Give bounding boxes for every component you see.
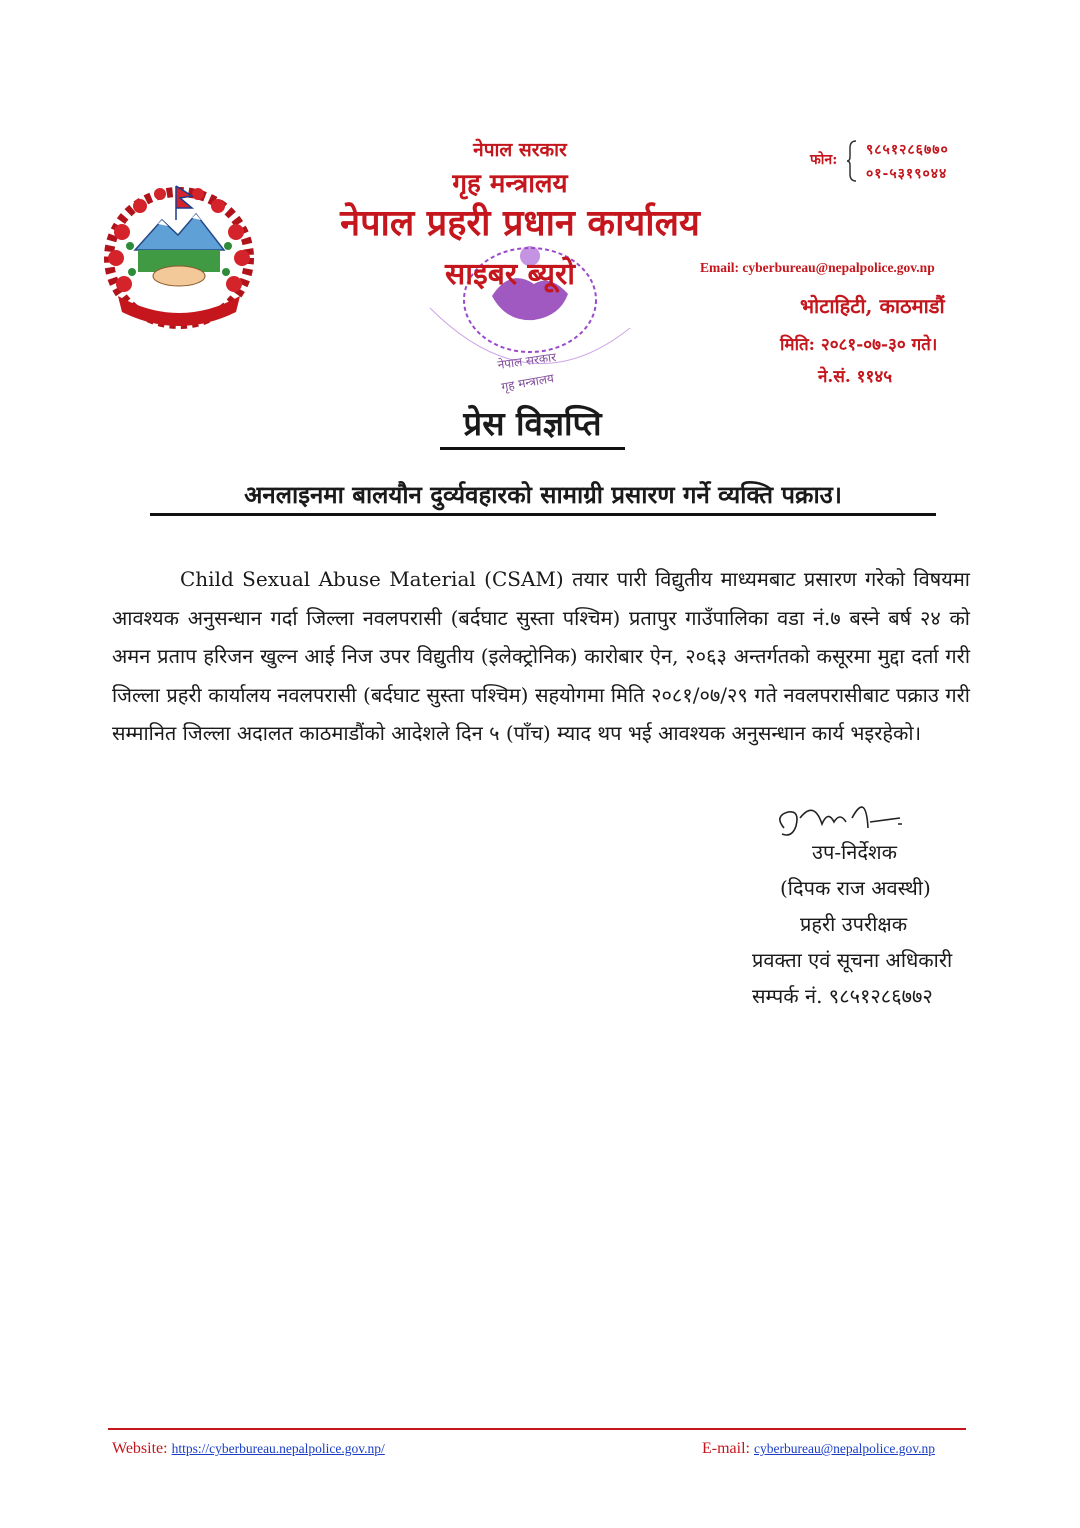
ministry-name: गृह मन्त्रालय xyxy=(452,169,568,199)
office-address: भोटाहिटी, काठमाडौं xyxy=(800,294,945,318)
footer-email-label: E-mail: xyxy=(702,1440,754,1457)
signatory-contact: सम्पर्क नं. ९८५१२८६७७२ xyxy=(752,984,933,1008)
seal-text-government: नेपाल सरकार xyxy=(496,349,557,373)
signatory-role: प्रवक्ता एवं सूचना अधिकारी xyxy=(752,948,953,972)
phone-number-1: ९८५१२८६७७० xyxy=(866,142,949,158)
seal-text-ministry: गृह मन्त्रालय xyxy=(500,371,555,395)
header-email: Email: cyberbureau@nepalpolice.gov.np xyxy=(700,260,935,275)
footer-website-label: Website: xyxy=(112,1440,172,1457)
headline: अनलाइनमा बालयौन दुर्व्यवहारको सामाग्री प्रसारण गर्ने व्यक्ति पक्राउ। xyxy=(150,478,936,516)
signatory-rank: प्रहरी उपरीक्षक xyxy=(800,912,908,936)
website-link[interactable]: https://cyberbureau.nepalpolice.gov.np/ xyxy=(171,1441,385,1456)
office-name: नेपाल प्रहरी प्रधान कार्यालय xyxy=(340,202,700,244)
nepal-emblem-icon xyxy=(100,180,258,330)
press-release-title: प्रेस विज्ञप्ति xyxy=(440,400,625,450)
email-link[interactable]: cyberbureau@nepalpolice.gov.np xyxy=(753,1441,935,1456)
phone-brace-icon xyxy=(846,140,858,182)
phone-label: फोन: xyxy=(810,152,838,168)
nepal-era-date: ने.सं. ११४५ xyxy=(818,367,893,387)
signatory-designation: उप-निर्देशक xyxy=(812,840,897,864)
footer-divider xyxy=(108,1428,966,1430)
body-paragraph: Child Sexual Abuse Material (CSAM) तयार पारी विद्युतीय माध्यमबाट प्रसारण गरेको विषयमा आवश्यक अनुसन्धान गर्दा जिल्ला नवलपरासी (बर्दघाट सुस्ता पश्चिम) प्रतापुर गाउँपालिका वडा नं.७ बस्ने बर्ष २४ को अमन प्रताप हरिजन खुल्न आई निज उपर विद्युतीय (इलेक्ट्रोनिक) कारोबार ऐन, २०६३ अन्तर्गतको कसूरमा मुद्दा दर्ता गरी जिल्ला प्रहरी कार्यालय नवलपरासी (बर्दघाट सुस्ता पश्चिम) सहयोगमा मिति २०८१/०७/२९ गते नवलपरासीबाट पक्राउ गरी सम्मानित जिल्ला अदालत काठमाडौंको आदेशले दिन ५ (पाँच) म्याद थप भई आवश्यक अनुसन्धान कार्य भइरहेको। xyxy=(112,567,970,745)
phone-number-2: ०१-५३१९०४४ xyxy=(866,166,948,182)
government-name: नेपाल सरकार xyxy=(473,139,567,161)
signatory-name: (दिपक राज अवस्थी) xyxy=(780,876,931,900)
footer-website xyxy=(112,1440,385,1458)
bureau-name: साइबर ब्यूरो xyxy=(444,257,576,292)
footer-email xyxy=(702,1440,935,1458)
document-date: मिति: २०८१-०७-३० गते। xyxy=(780,335,938,355)
